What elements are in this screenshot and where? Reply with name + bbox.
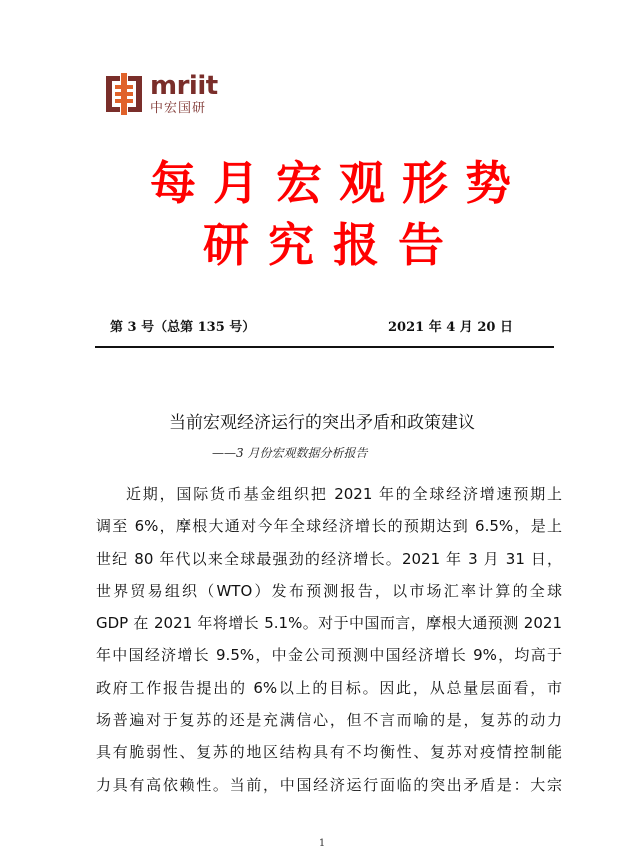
header-divider bbox=[95, 346, 554, 348]
body-line: 具有脆弱性、复苏的地区结构具有不均衡性、复苏对疫情控制能 bbox=[96, 743, 562, 762]
logo-name-cn: 中宏国研 bbox=[150, 101, 207, 116]
article-body bbox=[96, 478, 562, 801]
body-line: GDP 在 2021 年将增长 5.1%。对于中国而言，摩根大通预测 2021 bbox=[96, 614, 562, 633]
report-title-line2: 研究报告 bbox=[203, 218, 463, 272]
article-title: 当前宏观经济运行的突出矛盾和政策建议 bbox=[169, 413, 475, 433]
logo-mark-icon bbox=[104, 72, 144, 116]
report-title-line1: 每月宏观形势 bbox=[150, 156, 528, 210]
body-line: 场普遍对于复苏的还是充满信心，但不言而喻的是，复苏的动力 bbox=[96, 711, 562, 730]
body-line: 近期，国际货币基金组织把 2021 年的全球经济增速预期上 bbox=[126, 485, 562, 503]
article-subtitle: ——3 月份宏观数据分析报告 bbox=[212, 446, 368, 460]
issue-date: 2021 年 4 月 20 日 bbox=[388, 320, 513, 335]
body-line: 调至 6%，摩根大通对今年全球经济增长的预期达到 6.5%，是上 bbox=[96, 517, 562, 536]
body-line: 世纪 80 年代以来全球最强劲的经济增长。2021 年 3 月 31 日， bbox=[96, 549, 562, 568]
body-line: 力具有高依赖性。当前，中国经济运行面临的突出矛盾是：大宗 bbox=[96, 775, 562, 794]
logo bbox=[104, 72, 218, 116]
issue-number: 第 3 号（总第 135 号） bbox=[110, 320, 256, 335]
body-line: 政府工作报告提出的 6%以上的目标。因此，从总量层面看，市 bbox=[96, 678, 562, 697]
page-number: 1 bbox=[318, 838, 326, 849]
body-line: 世界贸易组织（WTO）发布预测报告，以市场汇率计算的全球 bbox=[96, 581, 562, 600]
logo-name-en: mriit bbox=[150, 71, 218, 101]
body-line: 年中国经济增长 9.5%，中金公司预测中国经济增长 9%，均高于 bbox=[96, 646, 562, 665]
